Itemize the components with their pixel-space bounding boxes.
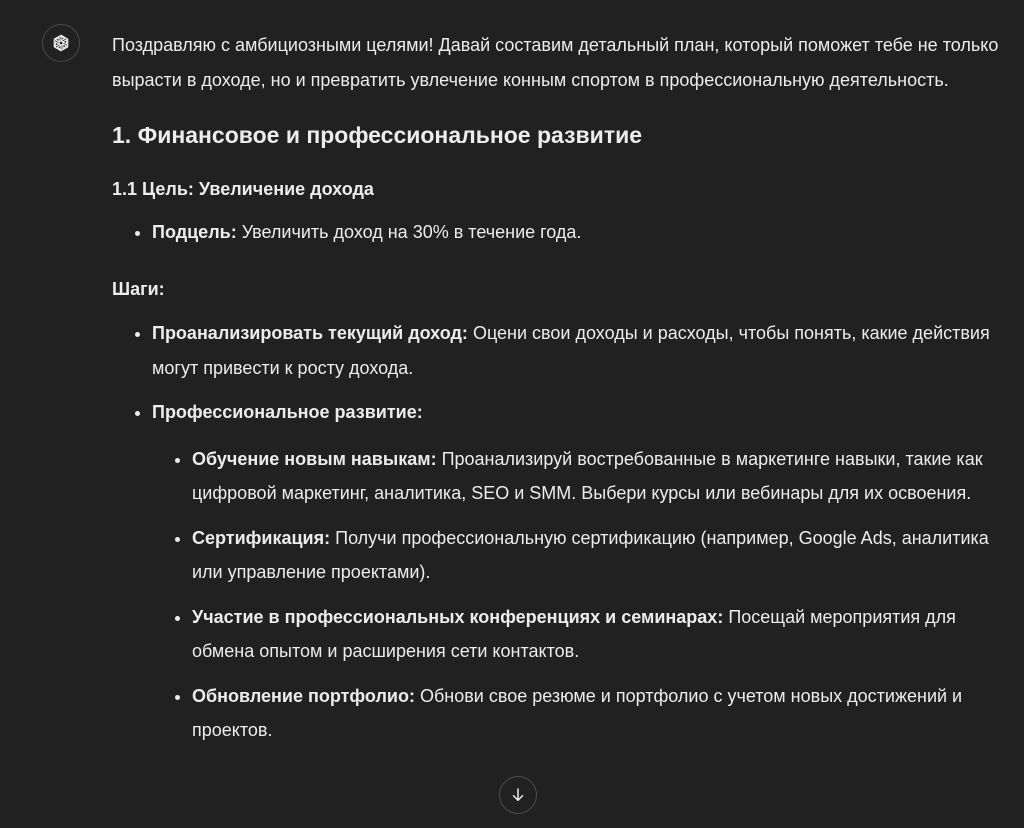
substep-text: Обнови свое резюме и портфолио с учетом новых достижений и проектов. (192, 685, 963, 740)
substep-label: Обновление портфолио: (192, 685, 415, 706)
substep-item (192, 521, 1002, 590)
substep-item (192, 600, 1002, 669)
assistant-avatar (42, 24, 80, 62)
substeps-list (152, 442, 1002, 748)
scroll-to-bottom-button[interactable] (499, 776, 537, 814)
substep-label: Участие в профессиональных конференциях и семинарах: (192, 606, 724, 627)
step-text: Оцени свои доходы и расходы, чтобы понять, какие действия могут привести к росту дохода. (152, 323, 990, 378)
substep-label: Сертификация: (192, 527, 331, 548)
substep-text: Проанализируй востребованные в маркетинге навыки, такие как цифровой маркетинг, аналитика, SEO и SMM. Выбери курсы или вебинары для их освоения. (192, 448, 983, 503)
goal-text: Увеличить доход на 30% в течение года. (236, 222, 582, 242)
substep-text: Получи профессиональную сертификацию (например, Google Ads, аналитика или управление проектами). (192, 527, 989, 582)
message-intro: Поздравляю с амбициозными целями! Давай составим детальный план, который поможет тебе не только вырасти в доходе, но и превратить увлечение конным спортом в профессиональную деятельность. (112, 35, 999, 90)
substep-label: Обучение новым навыкам: (192, 448, 437, 469)
step-item (152, 316, 1002, 385)
goal-item (152, 215, 1002, 250)
subsection-heading: 1.1 Цель: Увеличение дохода (112, 179, 374, 199)
goal-label: Подцель: (152, 222, 237, 242)
substep-item (192, 442, 1002, 511)
steps-heading: Шаги: (112, 278, 165, 299)
step-label: Профессиональное развитие: (152, 402, 423, 422)
substep-item (192, 679, 1002, 748)
step-item (152, 395, 1002, 748)
assistant-message (112, 28, 1002, 758)
steps-list (112, 316, 1002, 748)
arrow-down-icon (509, 786, 527, 804)
goal-list (112, 215, 1002, 250)
section-heading: 1. Финансовое и профессиональное развитие (112, 122, 643, 148)
substep-text: Посещай мероприятия для обмена опытом и расширения сети контактов. (192, 606, 956, 661)
step-label: Проанализировать текущий доход: (152, 323, 468, 343)
openai-logo-icon (50, 32, 72, 54)
